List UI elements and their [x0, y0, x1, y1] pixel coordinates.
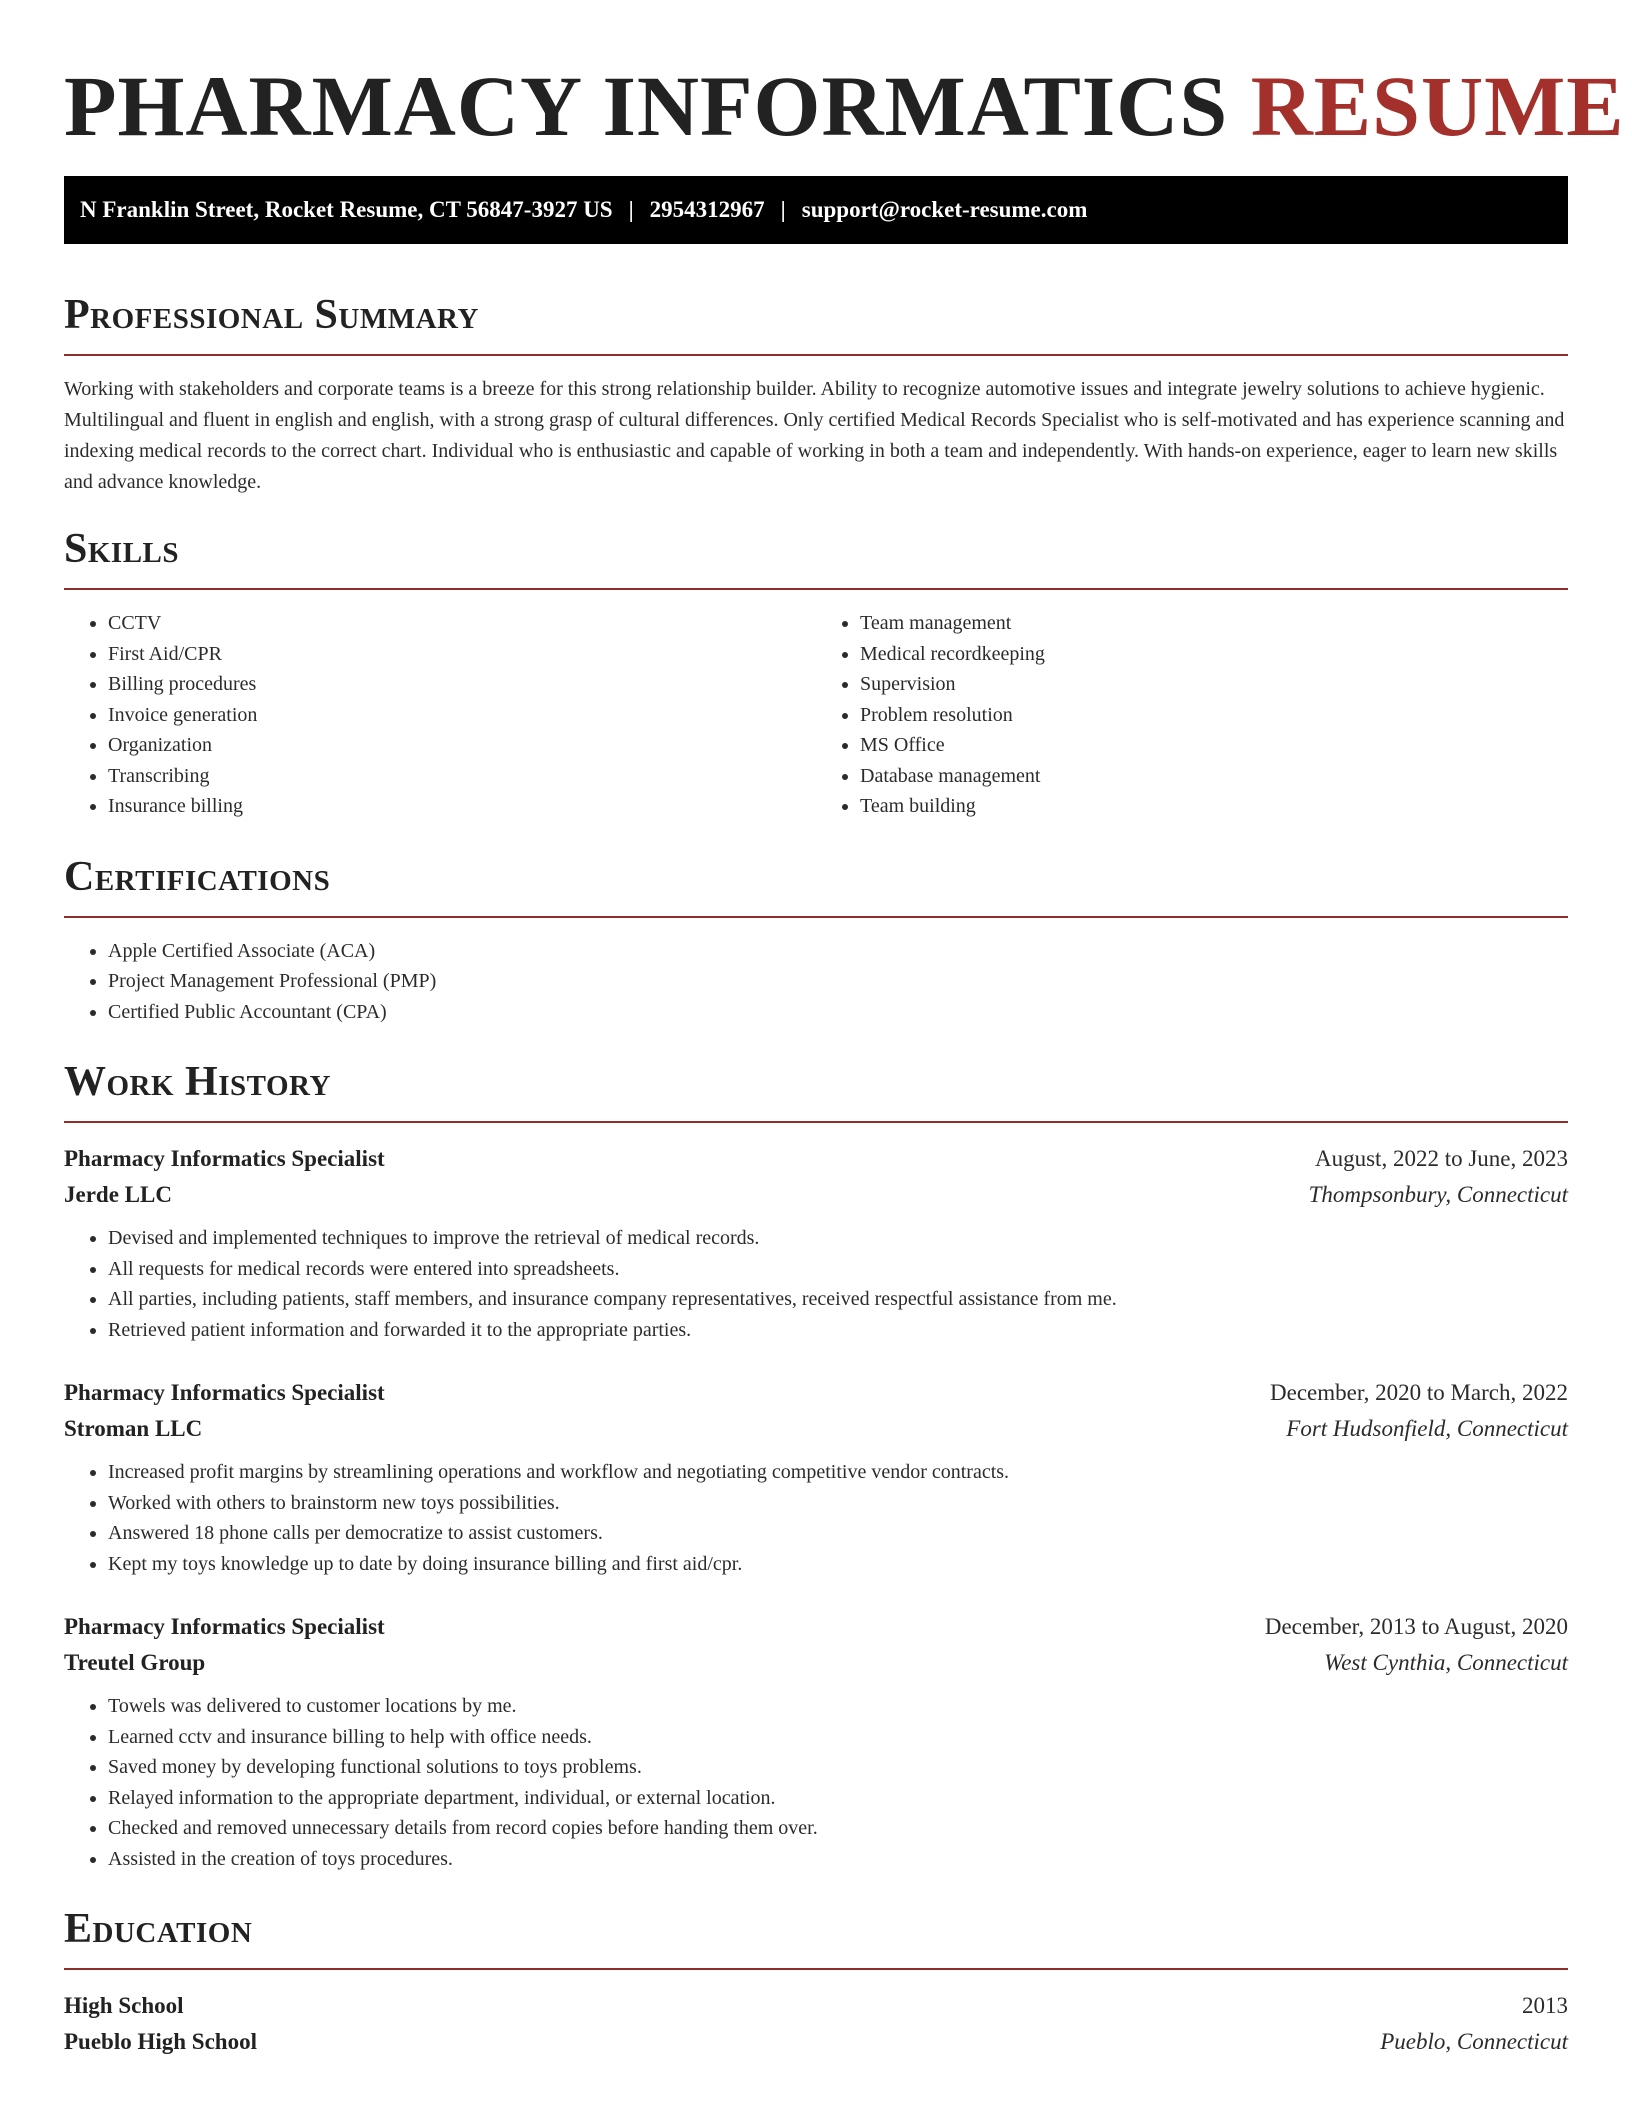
job-dates: August, 2022 to June, 2023: [1315, 1146, 1568, 1171]
education-degree: High School: [64, 1993, 184, 2018]
job-company: Treutel Group: [64, 1650, 206, 1675]
job-duty: • Worked with others to brainstorm new toys possibilities.: [108, 1488, 1568, 1519]
education-year: 2013: [1522, 1993, 1568, 2018]
skill-item: • Billing procedures: [108, 669, 816, 700]
job-title: Pharmacy Informatics Specialist: [64, 1146, 385, 1171]
job-company-row: [64, 1177, 1568, 1213]
job-duty: • Assisted in the creation of toys procedures.: [108, 1844, 1568, 1875]
section-heading-skills: Skills: [64, 526, 180, 572]
education-header-row: [64, 1988, 1568, 2024]
job-title: Pharmacy Informatics Specialist: [64, 1614, 385, 1639]
job-duty: • Devised and implemented techniques to improve the retrieval of medical records.: [108, 1223, 1568, 1254]
title-accent: RESUME: [1250, 58, 1625, 154]
section-divider: [64, 1968, 1568, 1970]
certifications-list: [64, 936, 1568, 1028]
contact-separator: |: [780, 197, 786, 222]
contact-bar: [64, 176, 1568, 244]
section-heading-certifications: Certifications: [64, 853, 331, 900]
job-company-row: [64, 1645, 1568, 1681]
job-company: Jerde LLC: [64, 1182, 172, 1207]
skills-list-left: [64, 608, 816, 822]
skill-item: • CCTV: [108, 608, 816, 639]
certification-item: • Project Management Professional (PMP): [108, 966, 1568, 997]
skills-section: [64, 524, 1568, 822]
skill-item: • Team building: [860, 791, 1568, 822]
job-duty: • Kept my toys knowledge up to date by doing insurance billing and first aid/cpr.: [108, 1549, 1568, 1580]
job-duty: • Relayed information to the appropriate department, individual, or external location.: [108, 1783, 1568, 1814]
title-main: PHARMACY INFORMATICS: [64, 58, 1229, 154]
certification-item: • Certified Public Accountant (CPA): [108, 997, 1568, 1028]
section-divider: [64, 354, 1568, 356]
education-school: Pueblo High School: [64, 2029, 257, 2054]
job-location: West Cynthia, Connecticut: [1324, 1650, 1568, 1675]
education-school-row: [64, 2024, 1568, 2060]
skill-item: • Supervision: [860, 669, 1568, 700]
contact-phone[interactable]: 2954312967: [649, 197, 765, 222]
job-header-row: [64, 1375, 1568, 1411]
skill-item: • Team management: [860, 608, 1568, 639]
contact-separator: |: [628, 197, 634, 222]
job-company: Stroman LLC: [64, 1416, 203, 1441]
job-location: Thompsonbury, Connecticut: [1308, 1182, 1568, 1207]
skill-item: • Transcribing: [108, 761, 816, 792]
job-duties-list: [64, 1223, 1568, 1345]
section-divider: [64, 916, 1568, 918]
job-duty: • Learned cctv and insurance billing to help with office needs.: [108, 1722, 1568, 1753]
skill-item: • Organization: [108, 730, 816, 761]
work-history-section: [64, 1057, 1568, 1874]
contact-address: N Franklin Street, Rocket Resume, CT 56847-3927 US: [80, 197, 613, 222]
skill-item: • First Aid/CPR: [108, 639, 816, 670]
skill-item: • Problem resolution: [860, 700, 1568, 731]
certifications-section: [64, 852, 1568, 1028]
skill-item: • MS Office: [860, 730, 1568, 761]
certification-item: • Apple Certified Associate (ACA): [108, 936, 1568, 967]
education-section: [64, 1904, 1568, 2060]
skill-item: • Database management: [860, 761, 1568, 792]
job-duties-list: [64, 1691, 1568, 1874]
job-duty: • Saved money by developing functional solutions to toys problems.: [108, 1752, 1568, 1783]
job-entry: [64, 1609, 1568, 1874]
resume-title: [64, 56, 1625, 156]
job-duty: • All requests for medical records were entered into spreadsheets.: [108, 1254, 1568, 1285]
section-heading-education: Education: [64, 1906, 253, 1952]
job-title: Pharmacy Informatics Specialist: [64, 1380, 385, 1405]
job-duty: • Retrieved patient information and forwarded it to the appropriate parties.: [108, 1315, 1568, 1346]
skill-item: • Insurance billing: [108, 791, 816, 822]
job-company-row: [64, 1411, 1568, 1447]
job-duty: • All parties, including patients, staff members, and insurance company representatives, received respectful assistance from me.: [108, 1284, 1568, 1315]
job-location: Fort Hudsonfield, Connecticut: [1286, 1416, 1568, 1441]
job-header-row: [64, 1141, 1568, 1177]
job-entry: [64, 1141, 1568, 1345]
education-location: Pueblo, Connecticut: [1380, 2029, 1568, 2054]
job-duty: • Towels was delivered to customer locations by me.: [108, 1691, 1568, 1722]
skills-columns: [64, 608, 1568, 822]
summary-section: [64, 290, 1568, 498]
job-duties-list: [64, 1457, 1568, 1579]
contact-email[interactable]: support@rocket-resume.com: [801, 197, 1088, 222]
skills-list-right: [816, 608, 1568, 822]
section-heading-summary: Professional Summary: [64, 292, 479, 338]
section-heading-work-history: Work History: [64, 1059, 331, 1105]
job-entry: [64, 1375, 1568, 1579]
job-duty: • Checked and removed unnecessary details from record copies before handing them over.: [108, 1813, 1568, 1844]
job-dates: December, 2013 to August, 2020: [1264, 1614, 1568, 1639]
job-header-row: [64, 1609, 1568, 1645]
skill-item: • Invoice generation: [108, 700, 816, 731]
job-duty: • Increased profit margins by streamlining operations and workflow and negotiating competitive vendor contracts.: [108, 1457, 1568, 1488]
summary-text: Working with stakeholders and corporate teams is a breeze for this strong relationship builder. Ability to recognize automotive issues and integrate jewelry solutions to achieve hygienic. Multilingual and fluent in english and english, with a strong grasp of cultural differences. Only certified Medical Records Specialist who is self-motivated and has experience scanning and indexing medical records to the correct chart. Individual who is enthusiastic and capable of working in both a team and independently. With hands-on experience, eager to learn new skills and advance knowledge.: [64, 378, 1565, 493]
section-divider: [64, 1121, 1568, 1123]
job-dates: December, 2020 to March, 2022: [1270, 1380, 1568, 1405]
job-duty: • Answered 18 phone calls per democratize to assist customers.: [108, 1518, 1568, 1549]
section-divider: [64, 588, 1568, 590]
skill-item: • Medical recordkeeping: [860, 639, 1568, 670]
